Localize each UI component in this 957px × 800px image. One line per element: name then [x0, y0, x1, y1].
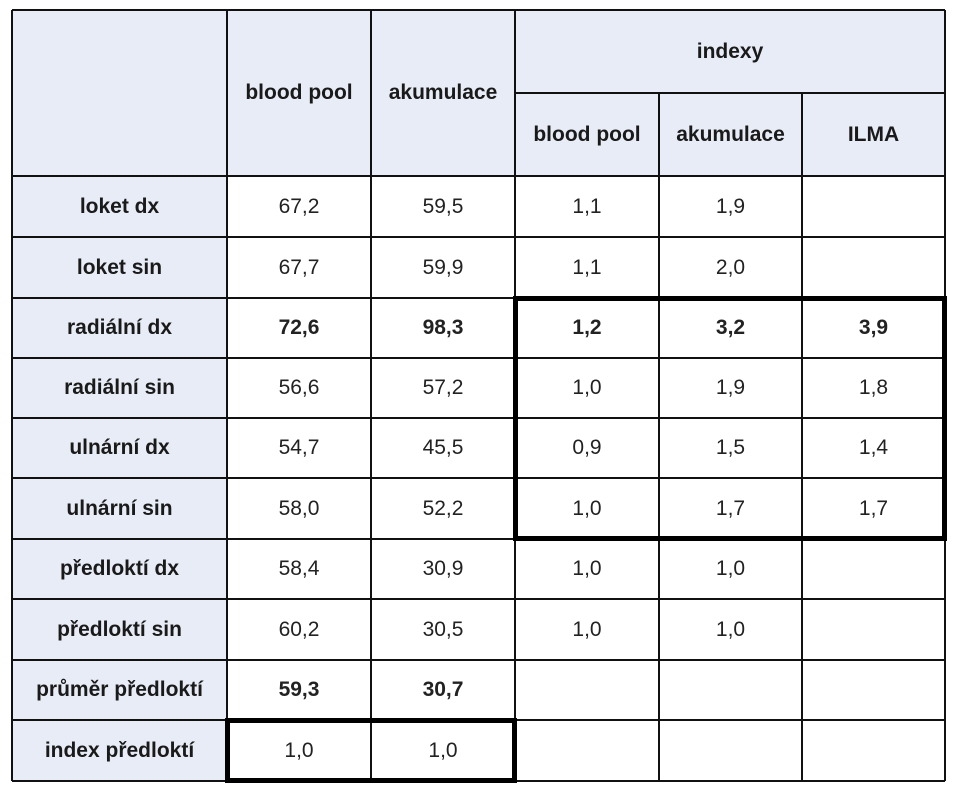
table-cell: 1,0 — [284, 738, 314, 762]
table-cell: 30,7 — [422, 678, 464, 701]
grid-line-vertical — [370, 10, 372, 781]
row-label: předloktí dx — [12, 539, 227, 599]
table-cell: 1,1 — [572, 194, 602, 218]
table-cell: 67,7 — [278, 255, 320, 279]
grid-line-vertical — [11, 10, 13, 781]
row-label: radiální dx — [12, 298, 227, 358]
row-label: loket dx — [12, 176, 227, 237]
table-cell: 58,0 — [278, 496, 320, 520]
table-cell: 1,9 — [715, 376, 746, 399]
table-cell — [659, 720, 802, 781]
table-cell: 59,5 — [422, 194, 464, 218]
grid-line-horizontal — [515, 92, 945, 94]
header-corner-cell — [12, 10, 227, 176]
table-cell: 1,1 — [572, 255, 602, 279]
row-label: průměr předloktí — [12, 660, 227, 720]
grid-line-vertical — [658, 93, 660, 781]
table-cell: 30,9 — [422, 557, 464, 580]
table-cell — [802, 599, 945, 660]
table-cell: 1,7 — [715, 496, 746, 520]
table-cell: 1,5 — [715, 436, 746, 459]
grid-line-horizontal — [12, 357, 945, 359]
row-label: loket sin — [12, 237, 227, 298]
table-cell — [802, 237, 945, 298]
grid-line-vertical — [801, 93, 803, 781]
grid-line-horizontal — [12, 598, 945, 600]
table-cell: 1,0 — [572, 617, 602, 641]
table-cell: 57,2 — [422, 376, 464, 399]
grid-line-horizontal — [12, 297, 945, 299]
table-cell: 59,9 — [422, 255, 464, 279]
table-cell: 1,0 — [572, 496, 602, 520]
table-cell — [659, 660, 802, 720]
table-cell: 56,6 — [278, 376, 320, 399]
grid-line-horizontal — [12, 175, 945, 177]
grid-line-horizontal — [12, 659, 945, 661]
table-cell: 67,2 — [278, 194, 320, 218]
table-cell: 58,4 — [278, 557, 320, 580]
table-cell: 98,3 — [422, 316, 464, 339]
table-cell: 1,2 — [572, 316, 602, 339]
subheader-ilma: ILMA — [802, 93, 945, 176]
table-cell — [515, 720, 659, 781]
table-cell: 52,2 — [422, 496, 464, 520]
row-label: radiální sin — [12, 358, 227, 418]
grid-line-horizontal — [12, 417, 945, 419]
grid-line-horizontal — [12, 9, 945, 11]
subheader-blood-pool: blood pool — [515, 93, 659, 176]
table-cell: 1,0 — [715, 617, 746, 641]
grid-line-horizontal — [12, 538, 945, 540]
table-cell: 1,0 — [572, 557, 602, 580]
table-cell: 45,5 — [422, 436, 464, 459]
table-cell: 59,3 — [278, 678, 320, 701]
row-label: předloktí sin — [12, 599, 227, 660]
table-cell: 3,9 — [858, 316, 889, 339]
table-cell: 72,6 — [278, 316, 320, 339]
table-cell: 3,2 — [715, 316, 746, 339]
header-akumulace: akumulace — [371, 10, 515, 176]
header-blood-pool: blood pool — [227, 10, 371, 176]
table-cell — [802, 539, 945, 599]
table-cell: 1,8 — [858, 376, 889, 399]
subheader-akumulace: akumulace — [659, 93, 802, 176]
grid-line-vertical — [944, 10, 946, 781]
table-cell — [802, 176, 945, 237]
row-label: ulnární sin — [12, 478, 227, 539]
row-label: ulnární dx — [12, 418, 227, 478]
grid-line-horizontal — [12, 236, 945, 238]
table-cell — [802, 720, 945, 781]
header-indexy-group: indexy — [515, 10, 945, 93]
table-cell: 1,0 — [572, 376, 602, 399]
table-cell — [802, 660, 945, 720]
table-cell: 30,5 — [422, 617, 464, 641]
table-cell: 1,0 — [715, 557, 746, 580]
table-cell — [515, 660, 659, 720]
grid-line-horizontal — [12, 719, 945, 721]
table-cell: 1,4 — [858, 436, 889, 459]
grid-line-horizontal — [12, 477, 945, 479]
grid-line-vertical — [226, 10, 228, 781]
table-cell: 1,0 — [428, 738, 458, 762]
table-cell: 1,9 — [715, 194, 746, 218]
table-cell: 54,7 — [278, 436, 320, 459]
table-cell: 0,9 — [572, 436, 602, 459]
row-label: index předloktí — [12, 720, 227, 781]
table-cell: 1,7 — [858, 496, 889, 520]
grid-line-horizontal — [12, 780, 945, 782]
table-cell: 60,2 — [278, 617, 320, 641]
grid-line-vertical — [514, 10, 516, 781]
table-cell: 2,0 — [715, 255, 746, 279]
